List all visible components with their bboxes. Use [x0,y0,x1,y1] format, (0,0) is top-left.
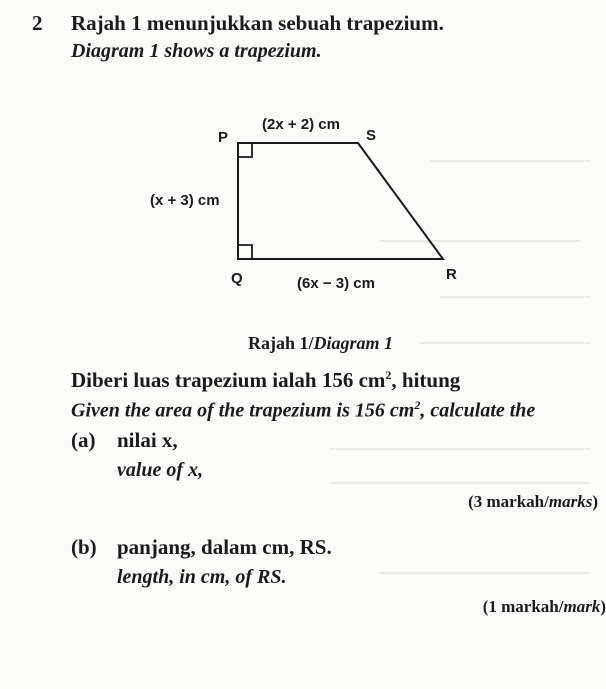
part-b-english: length, in cm, of RS. [117,566,287,588]
trapezium-outline [238,143,443,259]
given-english-suffix: , calculate the [420,399,536,422]
part-a-marks [468,492,598,512]
given-english-sup: 2 [414,398,421,412]
given-malay-suffix: , hitung [391,368,461,392]
part-b-label: (b) [71,535,97,559]
caption-malay: Rajah 1/ [248,333,314,353]
part-a-malay: nilai x, [117,428,178,452]
part-b-marks [483,597,606,617]
bleed-through-line [420,342,590,344]
bleed-through-line [330,448,590,450]
bleed-through-line [330,482,590,484]
question-stem-english: Diagram 1 shows a trapezium. [71,40,322,62]
part-b-marks-english: mark [563,597,601,616]
vertex-label-p: P [218,129,229,146]
part-a-marks-english: marks [548,492,593,511]
part-a-marks-malay: (3 markah/ [468,492,549,511]
question-number: 2 [32,11,43,35]
part-b-malay: panjang, dalam cm, RS. [117,535,332,559]
right-angle-mark-q [238,245,252,259]
given-english-text: Given the area of the trapezium is 156 cm [71,399,415,422]
part-b-marks-close: ) [600,597,606,616]
given-malay [71,368,460,393]
trapezium-diagram [0,0,604,330]
part-a-english: value of x, [117,459,204,481]
bottom-side-label: (6x − 3) cm [297,275,375,292]
part-b-marks-malay: (1 markah/ [482,597,564,616]
given-english [71,398,535,423]
right-angle-mark-p [238,143,252,157]
part-a-label: (a) [71,428,96,452]
vertex-label-s: S [366,127,377,144]
caption-english: Diagram 1 [313,333,394,353]
top-side-label: (2x + 2) cm [262,116,340,133]
given-malay-sup: 2 [385,368,392,382]
left-side-label: (x + 3) cm [150,192,220,209]
given-malay-text: Diberi luas trapezium ialah 156 cm [71,368,386,392]
vertex-label-q: Q [231,270,243,287]
diagram-caption [248,333,393,354]
part-a-marks-close: ) [592,492,598,511]
question-stem-malay: Rajah 1 menunjukkan sebuah trapezium. [71,11,444,35]
bleed-through-line [380,572,590,574]
vertex-label-r: R [446,266,457,283]
